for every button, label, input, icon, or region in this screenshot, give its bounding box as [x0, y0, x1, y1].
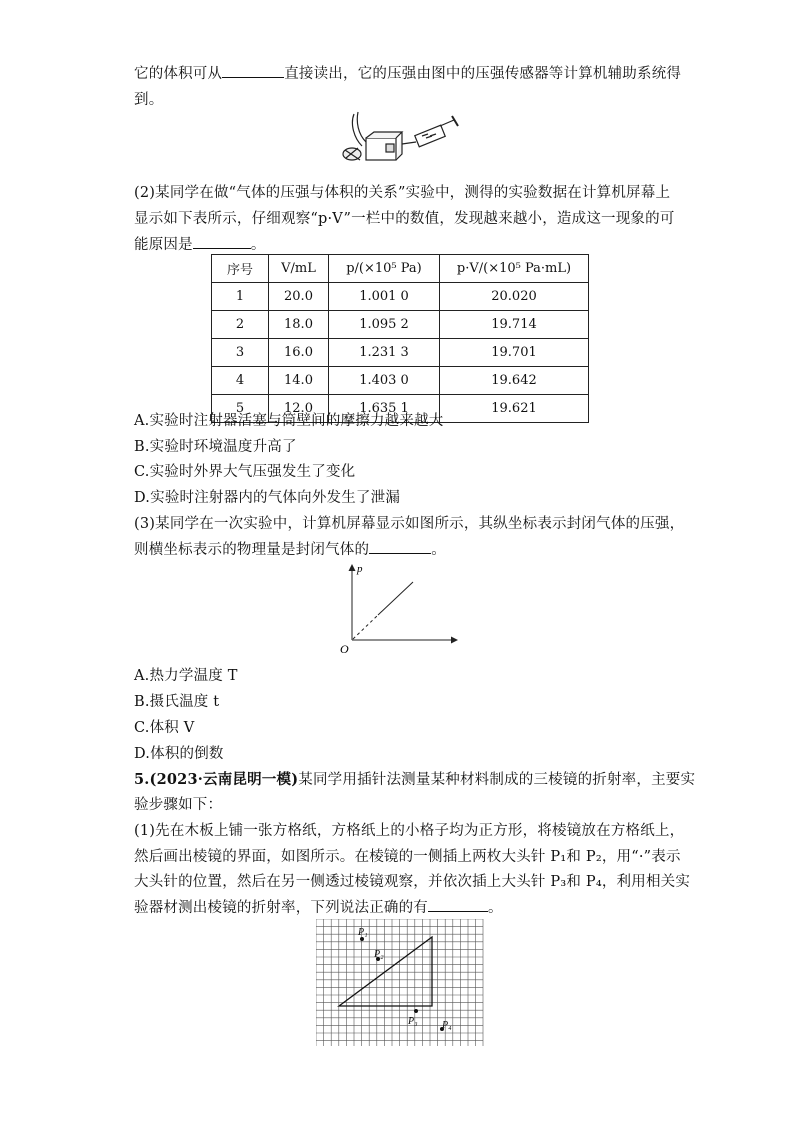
question-source: (2023·云南昆明一模): [149, 771, 299, 788]
table-cell: 4: [212, 367, 269, 395]
table-header: p·V/(×10⁵ Pa·mL): [440, 255, 589, 283]
table-cell: 14.0: [269, 367, 329, 395]
option-b[interactable]: B.摄氏温度 t: [134, 694, 220, 710]
prism-grid-figure: [316, 919, 484, 1047]
q4-2-line1: (2)某同学在做“气体的压强与体积的关系”实验中，测得的实验数据在计算机屏幕上: [134, 185, 671, 201]
pin-p1-label: P₁: [358, 927, 368, 938]
option-d[interactable]: D.体积的倒数: [134, 746, 224, 762]
pin-p4-label: P₄: [442, 1020, 452, 1031]
data-table: [211, 254, 589, 423]
table-cell: 1: [212, 283, 269, 311]
y-axis-label: p: [357, 563, 363, 575]
syringe-apparatus-figure: [340, 108, 462, 170]
option-a[interactable]: A.热力学温度 T: [134, 668, 238, 684]
table-cell: 19.621: [440, 395, 589, 423]
table-cell: 18.0: [269, 311, 329, 339]
pressure-graph: [340, 560, 464, 656]
table-header: V/mL: [269, 255, 329, 283]
origin-label: O: [340, 642, 349, 656]
extrapolated-line: [353, 615, 378, 639]
question-number: 5.: [134, 771, 150, 788]
table-cell: 1.095 2: [329, 311, 440, 339]
q5-1-line2: 然后画出棱镜的界面，如图所示。在棱镜的一侧插上两枚大头针 P₁和 P₂，用“·”表示: [134, 849, 681, 865]
q5-1-line1: (1)先在木板上铺一张方格纸，方格纸上的小格子均为正方形，将棱镜放在方格纸上，: [134, 823, 685, 839]
table-cell: 1.231 3: [329, 339, 440, 367]
q4-2-line3: [134, 233, 266, 254]
q5-line1-rest: 某同学用插针法测量某种材料制成的三棱镜的折射率，主要实: [298, 772, 696, 788]
table-cell: 16.0: [269, 339, 329, 367]
table-header: 序号: [212, 255, 269, 283]
table-cell: 5: [212, 395, 269, 423]
q5-1-line4-part2: 。: [488, 900, 503, 916]
q5-line2: 验步骤如下：: [134, 797, 223, 813]
table-cell: 20.0: [269, 283, 329, 311]
option-a[interactable]: A.实验时注射器活塞与筒壁间的摩擦力越来越大: [134, 413, 444, 429]
answer-blank[interactable]: [222, 63, 284, 78]
table-row: [212, 283, 589, 311]
q5-1-line4-part1: 验器材测出棱镜的折射率，下列说法正确的有: [134, 900, 428, 916]
q4-text-line1: [134, 62, 681, 83]
table-cell: 12.0: [269, 395, 329, 423]
answer-blank[interactable]: [428, 897, 488, 912]
pin-p3-label: P₃: [408, 1016, 418, 1027]
q4-3-line2: [134, 538, 446, 559]
table-cell: 1.635 1: [329, 395, 440, 423]
table-cell: 1.403 0: [329, 367, 440, 395]
answer-blank[interactable]: [193, 234, 251, 249]
q4-2-line3-part1: 能原因是: [134, 237, 193, 253]
option-d[interactable]: D.实验时注射器内的气体向外发生了泄漏: [134, 490, 401, 506]
prism-outline: [339, 937, 432, 1006]
q4-2-line2: 显示如下表所示，仔细观察“p·V”一栏中的数值，发现越来越小，造成这一现象的可: [134, 211, 675, 227]
q4-3-line2-part1: 则横坐标表示的物理量是封闭气体的: [134, 542, 370, 558]
q4-3-line1: (3)某同学在一次实验中，计算机屏幕显示如图所示，其纵坐标表示封闭气体的压强，: [134, 516, 685, 532]
table-cell: 19.642: [440, 367, 589, 395]
table-row: [212, 339, 589, 367]
table-header-row: [212, 255, 589, 283]
q5-1-line3: 大头针的位置，然后在另一侧透过棱镜观察，并依次插上大头针 P₃和 P₄，利用相关实: [134, 874, 691, 890]
table-cell: 2: [212, 311, 269, 339]
q4-2-line3-part2: 。: [250, 237, 266, 253]
q4-line1-part2: 直接读出，它的压强由图中的压强传感器等计算机辅助系统得: [284, 66, 682, 82]
table-header: p/(×10⁵ Pa): [329, 255, 440, 283]
table-row: [212, 311, 589, 339]
data-line: [378, 582, 413, 615]
table-cell: 19.701: [440, 339, 589, 367]
option-b[interactable]: B.实验时环境温度升高了: [134, 439, 297, 455]
pin-p3-dot: [414, 1009, 418, 1013]
table-row: [212, 367, 589, 395]
q4-3-line2-part2: 。: [431, 542, 446, 558]
q4-text-line2: 到。: [134, 92, 164, 108]
answer-blank[interactable]: [369, 539, 431, 554]
table-cell: 3: [212, 339, 269, 367]
table-cell: 20.020: [440, 283, 589, 311]
table-cell: 19.714: [440, 311, 589, 339]
q5-1-line4: [134, 896, 503, 917]
option-c[interactable]: C.体积 V: [134, 720, 195, 736]
option-c[interactable]: C.实验时外界大气压强发生了变化: [134, 464, 356, 480]
q5-line1: [134, 768, 695, 789]
table-cell: 1.001 0: [329, 283, 440, 311]
q4-line1-part1: 它的体积可从: [134, 66, 223, 82]
pin-p2-label: P₂: [374, 949, 384, 960]
